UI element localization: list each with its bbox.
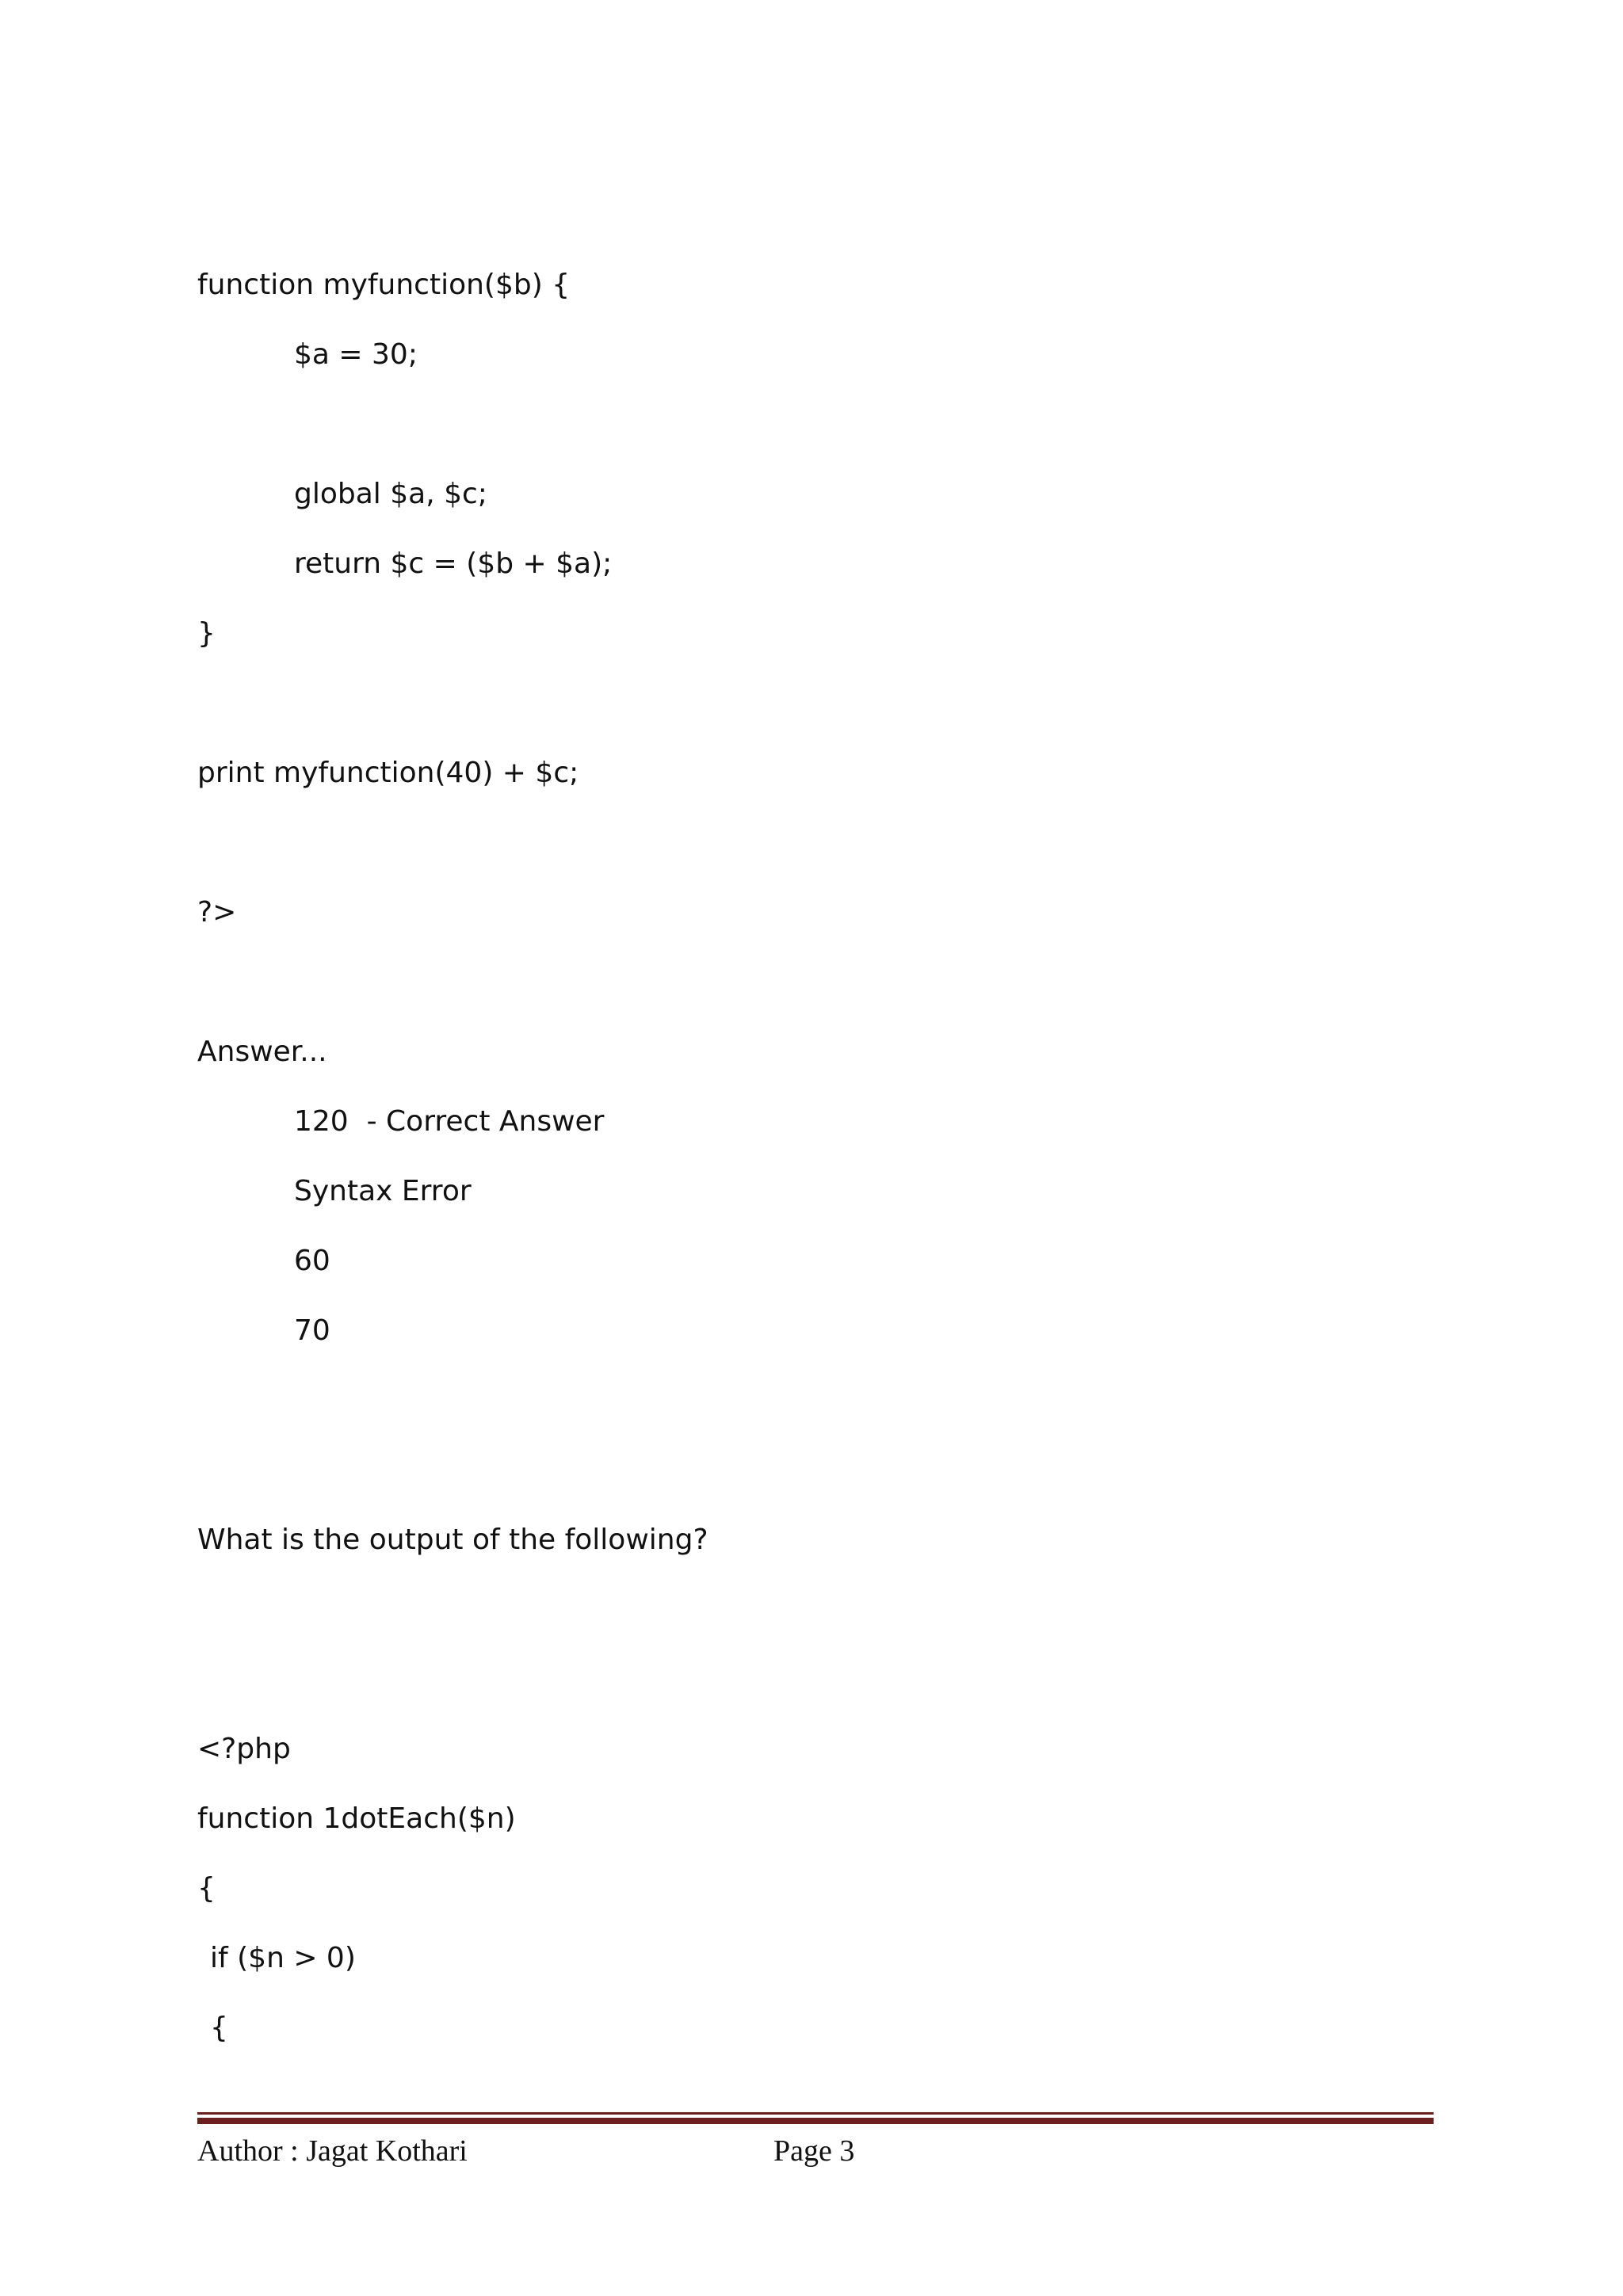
- code-line: <?php: [197, 1733, 291, 1765]
- footer-rule: [197, 2118, 1434, 2124]
- answer-option: Syntax Error: [294, 1175, 472, 1207]
- code-line: ?>: [197, 896, 237, 929]
- code-line: {: [210, 2012, 228, 2044]
- code-line: }: [197, 617, 216, 650]
- code-line: return $c = ($b + $a);: [294, 547, 613, 580]
- answer-label: Answer...: [197, 1035, 327, 1068]
- code-line: {: [197, 1872, 216, 1905]
- code-line: if ($n > 0): [210, 1942, 356, 1974]
- code-line: function myfunction($b) {: [197, 269, 571, 301]
- code-line: print myfunction(40) + $c;: [197, 757, 579, 789]
- footer-rule: [197, 2112, 1434, 2115]
- answer-option: 70: [294, 1314, 330, 1347]
- code-line: $a = 30;: [294, 338, 418, 371]
- code-line: function 1dotEach($n): [197, 1802, 516, 1835]
- footer-page-number: Page 3: [773, 2134, 855, 2168]
- question-prompt: What is the output of the following?: [197, 1524, 708, 1556]
- footer-author: Author : Jagat Kothari: [197, 2134, 468, 2168]
- answer-option: 60: [294, 1245, 330, 1277]
- code-line: global $a, $c;: [294, 478, 487, 510]
- answer-option: 120 - Correct Answer: [294, 1105, 605, 1138]
